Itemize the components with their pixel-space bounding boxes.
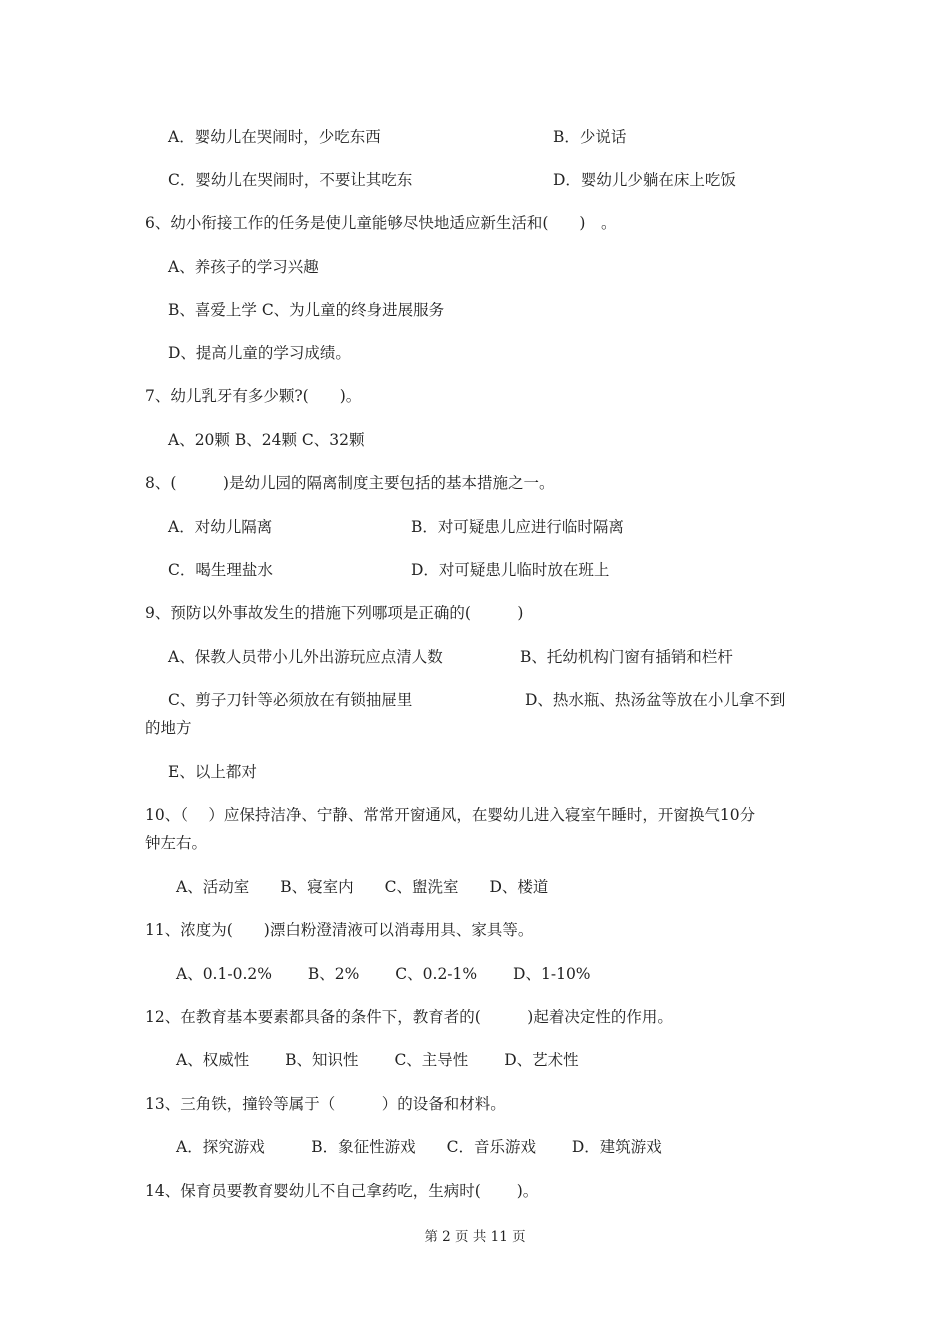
q9-option-d-continued: 的地方 (145, 719, 192, 737)
q5-option-d: D．婴幼儿少躺在床上吃饭 (553, 171, 736, 189)
q7-stem: 7、幼儿乳牙有多少颗?( )。 (145, 387, 362, 405)
q6-option-d: D、提高儿童的学习成绩。 (168, 344, 351, 362)
q8-option-b: B．对可疑患儿应进行临时隔离 (411, 518, 624, 536)
q10-stem: 10、（ ）应保持洁净、宁静、常常开窗通风，在婴幼儿进入寝室午睡时，开窗换气10分 (145, 806, 756, 824)
q10-stem-continued: 钟左右。 (145, 834, 208, 852)
q12-options: A、权威性 B、知识性 C、主导性 D、艺术性 (176, 1051, 579, 1069)
q5-option-c: C．婴幼儿在哭闹时，不要让其吃东 (168, 171, 413, 189)
q11-options: A、0.1-0.2% B、2% C、0.2-1% D、1-10% (176, 965, 591, 983)
q8-option-c: C．喝生理盐水 (168, 561, 273, 579)
q9-option-b: B、托幼机构门窗有插销和栏杆 (520, 648, 733, 666)
q9-option-a: A、保教人员带小儿外出游玩应点清人数 (168, 648, 443, 666)
q5-option-b: B．少说话 (553, 128, 627, 146)
q13-options: A．探究游戏 B．象征性游戏 C．音乐游戏 D．建筑游戏 (176, 1138, 662, 1156)
q9-option-c: C、剪子刀针等必须放在有锁抽屉里 (168, 691, 413, 709)
q9-option-d: D、热水瓶、热汤盆等放在小儿拿不到 (525, 691, 786, 709)
q8-option-a: A．对幼儿隔离 (168, 518, 273, 536)
q12-stem: 12、在教育基本要素都具备的条件下，教育者的( )起着决定性的作用。 (145, 1008, 673, 1026)
q6-option-a: A、养孩子的学习兴趣 (168, 258, 319, 276)
q14-stem: 14、保育员要教育婴幼儿不自己拿药吃，生病时( )。 (145, 1182, 539, 1200)
q9-option-e: E、以上都对 (168, 763, 257, 781)
q9-stem: 9、预防以外事故发生的措施下列哪项是正确的( ) (145, 604, 524, 622)
q8-option-d: D．对可疑患儿临时放在班上 (411, 561, 610, 579)
page-number-footer: 第 2 页 共 11 页 (424, 1229, 526, 1245)
q6-stem: 6、幼小衔接工作的任务是使儿童能够尽快地适应新生活和( ) 。 (145, 214, 617, 232)
q10-options: A、活动室 B、寝室内 C、盥洗室 D、楼道 (176, 878, 549, 896)
q11-stem: 11、浓度为( )漂白粉澄清液可以消毒用具、家具等。 (145, 921, 534, 939)
q5-option-a: A．婴幼儿在哭闹时，少吃东西 (168, 128, 381, 146)
q13-stem: 13、三角铁，撞铃等属于（ ）的设备和材料。 (145, 1095, 506, 1113)
q6-option-bc: B、喜爱上学 C、为儿童的终身进展服务 (168, 301, 445, 319)
q7-options: A、20颗 B、24颗 C、32颗 (168, 431, 365, 449)
q8-stem: 8、( )是幼儿园的隔离制度主要包括的基本措施之一。 (145, 474, 555, 492)
